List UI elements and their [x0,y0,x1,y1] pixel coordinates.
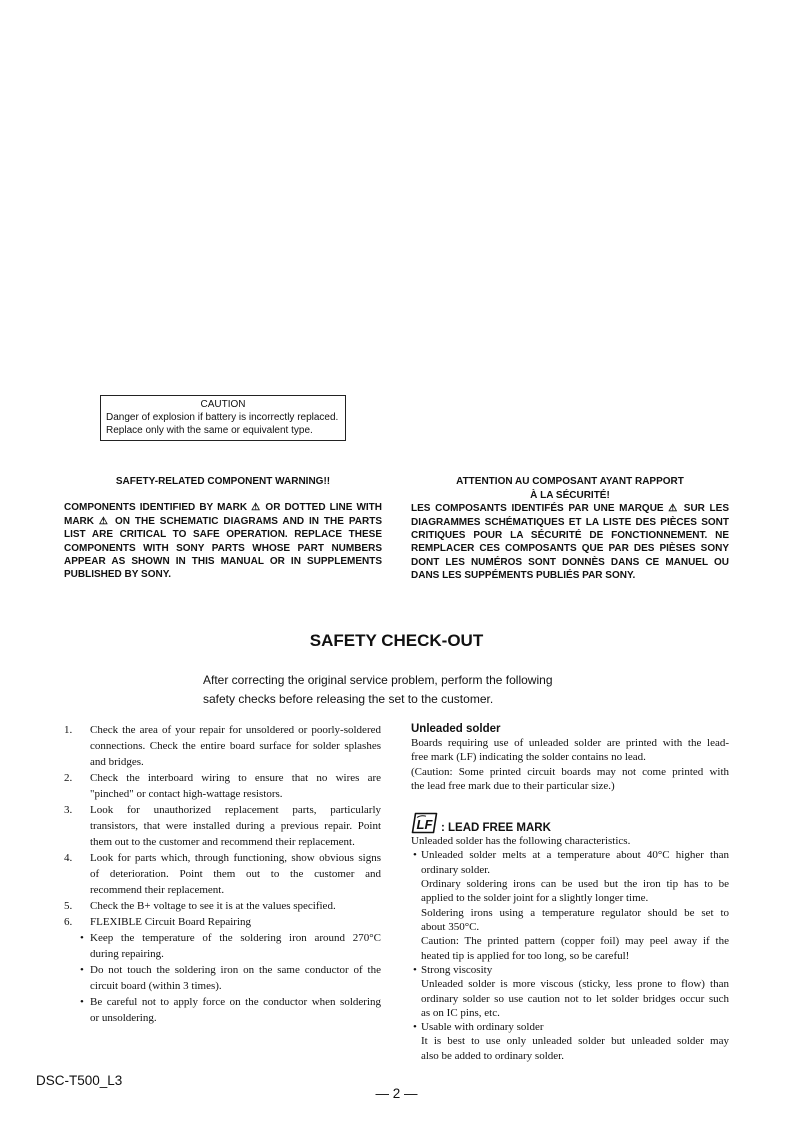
characteristic-line: Unleaded solder melts at a temperature about 40°C higher than [421,849,729,862]
item-text-line: of deterioration. Point them out to the customer and [90,868,381,880]
item-text-line: "pinched" or contact high-wattage resistors. [90,788,283,800]
item-text-line: them out to the customer and recommend their replacement. [90,836,355,848]
characteristic-line: about 350°C. [421,920,480,933]
warning-heading: ATTENTION AU COMPOSANT AYANT RAPPORT [456,476,684,488]
characteristic-line: applied to the solder joint for a slightly longer time. [421,892,649,905]
checklist-item [64,898,381,914]
characteristic-line: Strong viscosity [421,963,493,976]
item-text-line: recommend their replacement. [90,884,225,896]
item-text-line: Look for parts which, through functioning, show obvious signs [90,852,381,864]
characteristic-line: ordinary solder so use caution not to let solder bridges occur such [421,992,729,1005]
paragraph-line: free mark (LF) indicating the solder contains no lead. [411,751,646,764]
unleaded-solder-characteristics [411,834,729,1063]
warning-line: DANS LES SUPPÉMENTS PUBLIÉS PAR SONY. [411,570,636,582]
safety-warning-english [64,475,382,581]
characteristic-line: It is best to use only unleaded solder but unleaded solder may [421,1035,729,1048]
warning-line: COMPONENTS WITH SONY PARTS WHOSE PART NUMBERS [64,542,382,554]
paragraph-line: (Caution: Some printed circuit boards may not come printed with [411,765,729,778]
checklist-item [64,914,381,1026]
caution-line: Replace only with the same or equivalent type. [106,425,313,436]
caution-title: CAUTION [200,399,246,410]
checklist-item [64,850,381,898]
unleaded-solder-paragraph [411,736,729,793]
item-number: 2. [64,772,73,784]
bullet-item [80,930,381,962]
characteristic-line: Caution: The printed pattern (copper foil) may peel away if the [421,935,729,948]
checklist-item [64,722,381,770]
item-text-line: and bridges. [90,756,144,768]
item-text-line: FLEXIBLE Circuit Board Repairing [90,916,251,928]
bullet-marker: • [413,963,417,976]
characteristic-line: Unleaded solder is more viscous (sticky, less prone to flow) than [421,978,729,991]
bullet-marker: • [413,1021,417,1034]
warning-line: DONT LES NUMÉROS SONT DONNÈS DANS CE MANUEL OU [411,556,729,568]
bullet-text-line: Do not touch the soldering iron on the same conductor of the [90,964,381,976]
warning-heading: À LA SÉCURITÉ! [530,489,610,501]
bullet-text-line: or unsoldering. [90,1012,157,1024]
warning-body [64,501,382,581]
caution-line: Danger of explosion if battery is incorrectly replaced. [106,412,339,423]
characteristic-line: Usable with ordinary solder [421,1021,544,1034]
checklist-item [64,802,381,850]
item-number: 3. [64,804,73,816]
paragraph-line: Boards requiring use of unleaded solder are printed with the lead- [411,736,729,749]
warning-body [411,502,729,582]
warning-line: CRITIQUES POUR LA SÉCURITÉ DE FONCTIONNEMENT. NE [411,529,729,541]
warning-heading: SAFETY-RELATED COMPONENT WARNING!! [115,476,331,488]
bullet-marker: • [413,849,417,862]
characteristic-item [411,963,729,1020]
item-number: 4. [64,852,73,864]
characteristic-line: as on IC pins, etc. [421,1006,500,1019]
intro-text [203,671,623,709]
item-number: 1. [64,724,73,736]
intro-line: After correcting the original service problem, perform the following [203,672,553,687]
unleaded-solder-heading: Unleaded solder [411,723,501,735]
warning-line: REMPLACER CES COMPOSANTS QUE PAR DES PIÈSES SONY [411,543,729,555]
item-number: 5. [64,900,73,912]
bullet-text-line: Keep the temperature of the soldering iron around 270°C [90,932,381,944]
characteristic-line: heated tip is applied for too long, so be careful! [421,949,630,962]
bullet-text-line: during repairing. [90,948,164,960]
item-text-line: Check the B+ voltage to see it is at the values specified. [90,900,336,912]
item-text-line: Check the interboard wiring to ensure that no wires are [90,772,381,784]
item-number: 6. [64,916,73,928]
bullet-item [80,962,381,994]
warning-line: DIAGRAMMES SCHÉMATIQUES ET LA LISTE DES PIÈCES SONT [411,516,729,528]
bullet-marker: • [80,932,84,944]
lead-free-mark-icon [411,812,438,834]
item-text-line: connections. Check the entire board surface for solder splashes [90,740,381,752]
bullet-item [80,994,381,1026]
paragraph-line: the lead free mark due to their particular size.) [411,779,615,792]
characteristic-line: Soldering irons using a temperature regulator should be set to [421,906,729,919]
item-text-line: Check the area of your repair for unsoldered or poorly-soldered [90,724,381,736]
caution-box [100,395,346,441]
page-title: SAFETY CHECK-OUT [309,631,484,650]
warning-line: COMPONENTS IDENTIFIED BY MARK ⚠ OR DOTTED LINE WITH [64,502,382,514]
model-number: DSC-T500_L3 [36,1073,123,1088]
characteristics-intro: Unleaded solder has the following characteristics. [411,834,631,847]
characteristic-line: ordinary solder. [421,863,491,876]
lead-free-mark-text: LF [416,817,433,832]
characteristic-item [411,1020,729,1063]
item-text-line: Look for unauthorized replacement parts, particularly [90,804,381,816]
bullet-marker: • [80,964,84,976]
bullet-marker: • [80,996,84,1008]
checklist-item [64,770,381,802]
warning-line: MARK ⚠ ON THE SCHEMATIC DIAGRAMS AND IN THE PARTS [64,515,382,527]
warning-line: PUBLISHED BY SONY. [64,569,172,581]
lead-free-mark-label: : LEAD FREE MARK [441,822,551,834]
item-text-line: transistors, that were installed during a previous repair. Point [90,820,381,832]
bullet-text-line: circuit board (within 3 times). [90,980,222,992]
bullet-text-line: Be careful not to apply force on the conductor when soldering [90,996,381,1008]
warning-line: LES COMPOSANTS IDENTIFÉS PAR UNE MARQUE ⚠ SUR LES [411,503,729,515]
intro-line: safety checks before releasing the set to the customer. [203,691,494,706]
warning-line: LIST ARE CRITICAL TO SAFE OPERATION. REPLACE THESE [64,529,382,541]
characteristic-item [411,848,729,963]
characteristic-line: Ordinary soldering irons can be used but the iron tip has to be [421,877,729,890]
page-number: — 2 — [375,1086,418,1101]
warning-line: APPEAR AS SHOWN IN THIS MANUAL OR IN SUPPLEMENTS [64,555,382,567]
characteristic-line: also be added to ordinary solder. [421,1049,564,1062]
safety-warning-french [411,475,729,582]
safety-checklist [64,722,381,1026]
